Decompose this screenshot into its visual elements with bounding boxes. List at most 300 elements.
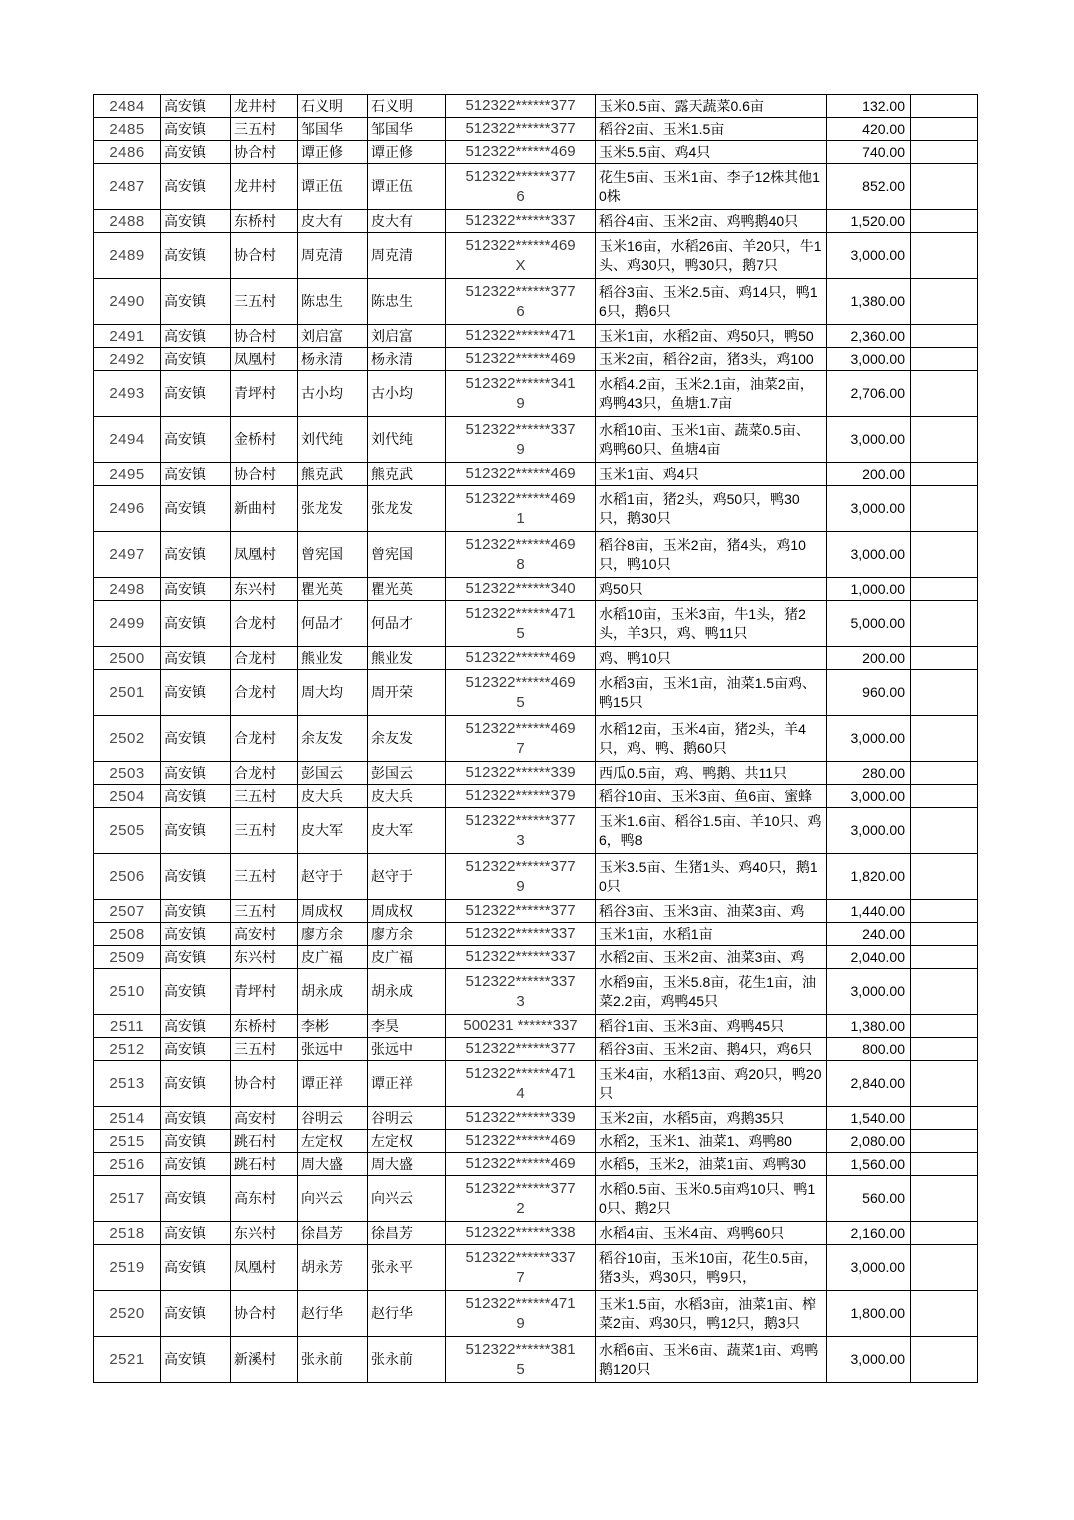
cell-holder-name: 周克清 bbox=[298, 233, 368, 279]
cell-row-number: 2496 bbox=[94, 486, 161, 532]
cell-blank bbox=[911, 532, 978, 578]
cell-registered-name: 周大盛 bbox=[368, 1153, 446, 1176]
cell-id-number: 512322******340 bbox=[446, 578, 596, 601]
cell-amount: 2,840.00 bbox=[827, 1061, 911, 1107]
cell-blank bbox=[911, 463, 978, 486]
cell-holder-name: 赵守于 bbox=[298, 854, 368, 900]
table-row bbox=[94, 946, 978, 969]
cell-blank bbox=[911, 233, 978, 279]
cell-items: 稻谷3亩、玉米2.5亩、鸡14只，鸭16只，鹅6只 bbox=[596, 279, 827, 325]
cell-items: 稻谷2亩、玉米1.5亩 bbox=[596, 118, 827, 141]
cell-town: 高安镇 bbox=[161, 601, 231, 647]
cell-blank bbox=[911, 1107, 978, 1130]
table-row bbox=[94, 348, 978, 371]
cell-amount: 800.00 bbox=[827, 1038, 911, 1061]
cell-holder-name: 周成权 bbox=[298, 900, 368, 923]
cell-items: 水稻10亩、玉米1亩、蔬菜0.5亩、鸡鸭60只、鱼塘4亩 bbox=[596, 417, 827, 463]
cell-holder-name: 刘代纯 bbox=[298, 417, 368, 463]
table-row bbox=[94, 670, 978, 716]
cell-row-number: 2494 bbox=[94, 417, 161, 463]
cell-amount: 2,080.00 bbox=[827, 1130, 911, 1153]
cell-town: 高安镇 bbox=[161, 969, 231, 1015]
cell-town: 高安镇 bbox=[161, 1107, 231, 1130]
cell-row-number: 2486 bbox=[94, 141, 161, 164]
cell-village: 协合村 bbox=[231, 325, 298, 348]
cell-amount: 132.00 bbox=[827, 95, 911, 118]
cell-items: 玉米5.5亩、鸡4只 bbox=[596, 141, 827, 164]
cell-row-number: 2487 bbox=[94, 164, 161, 210]
cell-registered-name: 曾宪国 bbox=[368, 532, 446, 578]
cell-town: 高安镇 bbox=[161, 1061, 231, 1107]
cell-row-number: 2510 bbox=[94, 969, 161, 1015]
cell-id-number: 512322******469 bbox=[446, 141, 596, 164]
cell-row-number: 2519 bbox=[94, 1245, 161, 1291]
cell-holder-name: 刘启富 bbox=[298, 325, 368, 348]
cell-town: 高安镇 bbox=[161, 486, 231, 532]
cell-items: 水稻12亩，玉米4亩，猪2头，羊4只，鸡、鸭、鹅60只 bbox=[596, 716, 827, 762]
cell-amount: 3,000.00 bbox=[827, 417, 911, 463]
cell-blank bbox=[911, 946, 978, 969]
cell-items: 稻谷10亩、玉米3亩、鱼6亩、蜜蜂 bbox=[596, 785, 827, 808]
cell-holder-name: 张永前 bbox=[298, 1337, 368, 1383]
cell-row-number: 2505 bbox=[94, 808, 161, 854]
cell-registered-name: 赵行华 bbox=[368, 1291, 446, 1337]
cell-town: 高安镇 bbox=[161, 164, 231, 210]
cell-items: 稻谷3亩、玉米2亩、鹅4只，鸡6只 bbox=[596, 1038, 827, 1061]
table-row bbox=[94, 118, 978, 141]
cell-village: 东桥村 bbox=[231, 1015, 298, 1038]
cell-registered-name: 邹国华 bbox=[368, 118, 446, 141]
table-row bbox=[94, 233, 978, 279]
cell-row-number: 2497 bbox=[94, 532, 161, 578]
cell-registered-name: 胡永成 bbox=[368, 969, 446, 1015]
cell-village: 跳石村 bbox=[231, 1130, 298, 1153]
table-row bbox=[94, 164, 978, 210]
cell-town: 高安镇 bbox=[161, 716, 231, 762]
cell-items: 水稻0.5亩、玉米0.5亩鸡10只、鸭10只、鹅2只 bbox=[596, 1176, 827, 1222]
cell-blank bbox=[911, 923, 978, 946]
cell-row-number: 2509 bbox=[94, 946, 161, 969]
cell-blank bbox=[911, 1015, 978, 1038]
cell-amount: 1,820.00 bbox=[827, 854, 911, 900]
cell-registered-name: 左定权 bbox=[368, 1130, 446, 1153]
cell-amount: 3,000.00 bbox=[827, 1337, 911, 1383]
cell-registered-name: 何品才 bbox=[368, 601, 446, 647]
cell-holder-name: 李彬 bbox=[298, 1015, 368, 1038]
cell-town: 高安镇 bbox=[161, 762, 231, 785]
cell-id-number: 512322******469 7 bbox=[446, 716, 596, 762]
cell-village: 高东村 bbox=[231, 1176, 298, 1222]
cell-registered-name: 谭正祥 bbox=[368, 1061, 446, 1107]
cell-blank bbox=[911, 1176, 978, 1222]
cell-amount: 200.00 bbox=[827, 647, 911, 670]
cell-village: 合龙村 bbox=[231, 762, 298, 785]
cell-town: 高安镇 bbox=[161, 1130, 231, 1153]
cell-holder-name: 邹国华 bbox=[298, 118, 368, 141]
cell-amount: 1,000.00 bbox=[827, 578, 911, 601]
cell-row-number: 2503 bbox=[94, 762, 161, 785]
cell-registered-name: 周克清 bbox=[368, 233, 446, 279]
cell-blank bbox=[911, 141, 978, 164]
cell-blank bbox=[911, 808, 978, 854]
cell-town: 高安镇 bbox=[161, 348, 231, 371]
cell-holder-name: 陈忠生 bbox=[298, 279, 368, 325]
table-row bbox=[94, 141, 978, 164]
cell-registered-name: 廖方余 bbox=[368, 923, 446, 946]
cell-town: 高安镇 bbox=[161, 233, 231, 279]
cell-amount: 3,000.00 bbox=[827, 486, 911, 532]
table-row bbox=[94, 969, 978, 1015]
cell-registered-name: 张远中 bbox=[368, 1038, 446, 1061]
cell-village: 三五村 bbox=[231, 1038, 298, 1061]
cell-village: 新曲村 bbox=[231, 486, 298, 532]
cell-row-number: 2514 bbox=[94, 1107, 161, 1130]
cell-row-number: 2499 bbox=[94, 601, 161, 647]
cell-id-number: 512322******471 9 bbox=[446, 1291, 596, 1337]
cell-holder-name: 张龙发 bbox=[298, 486, 368, 532]
cell-items: 水稻5，玉米2，油菜1亩、鸡鸭30 bbox=[596, 1153, 827, 1176]
cell-village: 凤凰村 bbox=[231, 532, 298, 578]
cell-row-number: 2512 bbox=[94, 1038, 161, 1061]
cell-town: 高安镇 bbox=[161, 785, 231, 808]
cell-row-number: 2490 bbox=[94, 279, 161, 325]
cell-row-number: 2484 bbox=[94, 95, 161, 118]
cell-registered-name: 向兴云 bbox=[368, 1176, 446, 1222]
cell-blank bbox=[911, 164, 978, 210]
table-row bbox=[94, 1291, 978, 1337]
cell-blank bbox=[911, 716, 978, 762]
cell-holder-name: 谭正修 bbox=[298, 141, 368, 164]
cell-registered-name: 余友发 bbox=[368, 716, 446, 762]
cell-amount: 1,540.00 bbox=[827, 1107, 911, 1130]
cell-town: 高安镇 bbox=[161, 371, 231, 417]
table-row bbox=[94, 1245, 978, 1291]
cell-town: 高安镇 bbox=[161, 647, 231, 670]
table-row bbox=[94, 1130, 978, 1153]
cell-id-number: 512322******469 8 bbox=[446, 532, 596, 578]
cell-registered-name: 古小均 bbox=[368, 371, 446, 417]
cell-town: 高安镇 bbox=[161, 808, 231, 854]
cell-items: 鸡50只 bbox=[596, 578, 827, 601]
cell-items: 玉米1亩，水稻1亩 bbox=[596, 923, 827, 946]
cell-id-number: 512322******339 bbox=[446, 762, 596, 785]
cell-registered-name: 谷明云 bbox=[368, 1107, 446, 1130]
cell-items: 水稻4.2亩，玉米2.1亩，油菜2亩，鸡鸭43只，鱼塘1.7亩 bbox=[596, 371, 827, 417]
subsidy-table bbox=[93, 94, 978, 1383]
cell-id-number: 512322******377 3 bbox=[446, 808, 596, 854]
cell-blank bbox=[911, 348, 978, 371]
table-row bbox=[94, 532, 978, 578]
subsidy-table-sheet bbox=[93, 94, 978, 1383]
cell-holder-name: 石义明 bbox=[298, 95, 368, 118]
cell-amount: 2,040.00 bbox=[827, 946, 911, 969]
cell-registered-name: 谭正伍 bbox=[368, 164, 446, 210]
cell-town: 高安镇 bbox=[161, 325, 231, 348]
cell-amount: 1,520.00 bbox=[827, 210, 911, 233]
cell-registered-name: 皮大军 bbox=[368, 808, 446, 854]
cell-holder-name: 熊克武 bbox=[298, 463, 368, 486]
cell-id-number: 512322******469 5 bbox=[446, 670, 596, 716]
table-row bbox=[94, 762, 978, 785]
cell-holder-name: 徐昌芳 bbox=[298, 1222, 368, 1245]
cell-items: 稻谷1亩、玉米3亩、鸡鸭45只 bbox=[596, 1015, 827, 1038]
cell-village: 新溪村 bbox=[231, 1337, 298, 1383]
cell-blank bbox=[911, 647, 978, 670]
table-row bbox=[94, 923, 978, 946]
cell-blank bbox=[911, 1153, 978, 1176]
cell-amount: 1,380.00 bbox=[827, 279, 911, 325]
cell-row-number: 2517 bbox=[94, 1176, 161, 1222]
cell-items: 玉米2亩，稻谷2亩，猪3头，鸡100 bbox=[596, 348, 827, 371]
cell-row-number: 2506 bbox=[94, 854, 161, 900]
cell-holder-name: 何品才 bbox=[298, 601, 368, 647]
cell-id-number: 512322******338 bbox=[446, 1222, 596, 1245]
cell-row-number: 2500 bbox=[94, 647, 161, 670]
cell-town: 高安镇 bbox=[161, 210, 231, 233]
cell-row-number: 2498 bbox=[94, 578, 161, 601]
cell-blank bbox=[911, 1038, 978, 1061]
cell-row-number: 2513 bbox=[94, 1061, 161, 1107]
cell-holder-name: 左定权 bbox=[298, 1130, 368, 1153]
table-row bbox=[94, 1015, 978, 1038]
table-row bbox=[94, 486, 978, 532]
cell-registered-name: 张永平 bbox=[368, 1245, 446, 1291]
cell-row-number: 2495 bbox=[94, 463, 161, 486]
table-row bbox=[94, 1038, 978, 1061]
cell-registered-name: 刘启富 bbox=[368, 325, 446, 348]
cell-holder-name: 彭国云 bbox=[298, 762, 368, 785]
table-row bbox=[94, 854, 978, 900]
cell-id-number: 512322******469 X bbox=[446, 233, 596, 279]
cell-town: 高安镇 bbox=[161, 95, 231, 118]
cell-blank bbox=[911, 118, 978, 141]
cell-row-number: 2485 bbox=[94, 118, 161, 141]
cell-town: 高安镇 bbox=[161, 923, 231, 946]
cell-town: 高安镇 bbox=[161, 279, 231, 325]
cell-village: 凤凰村 bbox=[231, 348, 298, 371]
cell-row-number: 2508 bbox=[94, 923, 161, 946]
cell-amount: 960.00 bbox=[827, 670, 911, 716]
cell-row-number: 2511 bbox=[94, 1015, 161, 1038]
cell-village: 龙井村 bbox=[231, 95, 298, 118]
cell-registered-name: 皮大兵 bbox=[368, 785, 446, 808]
cell-village: 青坪村 bbox=[231, 371, 298, 417]
cell-town: 高安镇 bbox=[161, 417, 231, 463]
cell-holder-name: 杨永清 bbox=[298, 348, 368, 371]
cell-town: 高安镇 bbox=[161, 854, 231, 900]
cell-blank bbox=[911, 417, 978, 463]
cell-amount: 420.00 bbox=[827, 118, 911, 141]
cell-blank bbox=[911, 670, 978, 716]
cell-amount: 2,360.00 bbox=[827, 325, 911, 348]
cell-items: 水稻2亩、玉米2亩、油菜3亩、鸡 bbox=[596, 946, 827, 969]
cell-village: 合龙村 bbox=[231, 716, 298, 762]
cell-holder-name: 廖方余 bbox=[298, 923, 368, 946]
cell-holder-name: 皮广福 bbox=[298, 946, 368, 969]
cell-id-number: 512322******471 bbox=[446, 325, 596, 348]
cell-village: 跳石村 bbox=[231, 1153, 298, 1176]
cell-amount: 3,000.00 bbox=[827, 808, 911, 854]
cell-items: 鸡、鸭10只 bbox=[596, 647, 827, 670]
cell-id-number: 512322******337 bbox=[446, 210, 596, 233]
cell-town: 高安镇 bbox=[161, 1176, 231, 1222]
cell-items: 玉米2亩，水稻5亩，鸡鹅35只 bbox=[596, 1107, 827, 1130]
cell-village: 金桥村 bbox=[231, 417, 298, 463]
cell-village: 龙井村 bbox=[231, 164, 298, 210]
cell-amount: 3,000.00 bbox=[827, 969, 911, 1015]
cell-id-number: 512322******341 9 bbox=[446, 371, 596, 417]
cell-holder-name: 皮大军 bbox=[298, 808, 368, 854]
cell-blank bbox=[911, 1337, 978, 1383]
cell-holder-name: 张远中 bbox=[298, 1038, 368, 1061]
cell-holder-name: 谭正伍 bbox=[298, 164, 368, 210]
cell-items: 水稻9亩，玉米5.8亩，花生1亩，油菜2.2亩，鸡鸭45只 bbox=[596, 969, 827, 1015]
cell-holder-name: 皮大兵 bbox=[298, 785, 368, 808]
cell-id-number: 512322******337 3 bbox=[446, 969, 596, 1015]
cell-amount: 2,706.00 bbox=[827, 371, 911, 417]
cell-blank bbox=[911, 1222, 978, 1245]
cell-blank bbox=[911, 900, 978, 923]
cell-id-number: 512322******377 bbox=[446, 118, 596, 141]
cell-registered-name: 杨永清 bbox=[368, 348, 446, 371]
cell-row-number: 2515 bbox=[94, 1130, 161, 1153]
cell-id-number: 512322******469 bbox=[446, 348, 596, 371]
table-row bbox=[94, 808, 978, 854]
table-row bbox=[94, 463, 978, 486]
cell-amount: 1,800.00 bbox=[827, 1291, 911, 1337]
table-row bbox=[94, 279, 978, 325]
cell-village: 三五村 bbox=[231, 900, 298, 923]
cell-items: 花生5亩、玉米1亩、李子12株其他10株 bbox=[596, 164, 827, 210]
cell-registered-name: 张永前 bbox=[368, 1337, 446, 1383]
cell-town: 高安镇 bbox=[161, 946, 231, 969]
cell-town: 高安镇 bbox=[161, 1222, 231, 1245]
cell-items: 稻谷10亩，玉米10亩，花生0.5亩，猪3头，鸡30只，鸭9只， bbox=[596, 1245, 827, 1291]
cell-blank bbox=[911, 371, 978, 417]
cell-town: 高安镇 bbox=[161, 900, 231, 923]
cell-id-number: 512322******469 bbox=[446, 647, 596, 670]
cell-row-number: 2489 bbox=[94, 233, 161, 279]
cell-registered-name: 谭正修 bbox=[368, 141, 446, 164]
cell-id-number: 512322******377 bbox=[446, 1038, 596, 1061]
table-row bbox=[94, 210, 978, 233]
cell-id-number: 512322******469 1 bbox=[446, 486, 596, 532]
cell-amount: 740.00 bbox=[827, 141, 911, 164]
cell-amount: 3,000.00 bbox=[827, 1245, 911, 1291]
cell-holder-name: 向兴云 bbox=[298, 1176, 368, 1222]
cell-blank bbox=[911, 325, 978, 348]
cell-village: 青坪村 bbox=[231, 969, 298, 1015]
cell-holder-name: 皮大有 bbox=[298, 210, 368, 233]
cell-row-number: 2493 bbox=[94, 371, 161, 417]
cell-amount: 5,000.00 bbox=[827, 601, 911, 647]
cell-town: 高安镇 bbox=[161, 670, 231, 716]
cell-registered-name: 瞿光英 bbox=[368, 578, 446, 601]
table-row bbox=[94, 1061, 978, 1107]
cell-id-number: 500231 ******337 bbox=[446, 1015, 596, 1038]
cell-town: 高安镇 bbox=[161, 1245, 231, 1291]
table-row bbox=[94, 325, 978, 348]
cell-id-number: 512322******337 bbox=[446, 923, 596, 946]
cell-holder-name: 周大均 bbox=[298, 670, 368, 716]
cell-village: 三五村 bbox=[231, 808, 298, 854]
cell-items: 玉米1亩，水稻2亩、鸡50只，鸭50 bbox=[596, 325, 827, 348]
cell-items: 稻谷3亩、玉米3亩、油菜3亩、鸡 bbox=[596, 900, 827, 923]
cell-holder-name: 谭正祥 bbox=[298, 1061, 368, 1107]
cell-amount: 560.00 bbox=[827, 1176, 911, 1222]
cell-village: 高安村 bbox=[231, 1107, 298, 1130]
cell-village: 协合村 bbox=[231, 141, 298, 164]
cell-amount: 852.00 bbox=[827, 164, 911, 210]
table-row bbox=[94, 1153, 978, 1176]
cell-id-number: 512322******377 6 bbox=[446, 164, 596, 210]
cell-items: 玉米16亩，水稻26亩、羊20只，牛1头、鸡30只，鸭30只，鹅7只 bbox=[596, 233, 827, 279]
cell-row-number: 2488 bbox=[94, 210, 161, 233]
cell-id-number: 512322******379 bbox=[446, 785, 596, 808]
cell-registered-name: 周开荣 bbox=[368, 670, 446, 716]
cell-village: 三五村 bbox=[231, 279, 298, 325]
cell-holder-name: 古小均 bbox=[298, 371, 368, 417]
cell-blank bbox=[911, 601, 978, 647]
cell-id-number: 512322******377 bbox=[446, 95, 596, 118]
cell-row-number: 2518 bbox=[94, 1222, 161, 1245]
cell-holder-name: 胡永芳 bbox=[298, 1245, 368, 1291]
cell-items: 水稻2，玉米1、油菜1、鸡鸭80 bbox=[596, 1130, 827, 1153]
cell-items: 水稻4亩、玉米4亩、鸡鸭60只 bbox=[596, 1222, 827, 1245]
cell-items: 玉米4亩，水稻13亩、鸡20只，鸭20只 bbox=[596, 1061, 827, 1107]
cell-registered-name: 周成权 bbox=[368, 900, 446, 923]
cell-blank bbox=[911, 95, 978, 118]
cell-items: 玉米1亩、鸡4只 bbox=[596, 463, 827, 486]
cell-registered-name: 赵守于 bbox=[368, 854, 446, 900]
cell-village: 三五村 bbox=[231, 785, 298, 808]
cell-village: 三五村 bbox=[231, 118, 298, 141]
cell-items: 玉米0.5亩、露天蔬菜0.6亩 bbox=[596, 95, 827, 118]
cell-town: 高安镇 bbox=[161, 1337, 231, 1383]
cell-id-number: 512322******337 bbox=[446, 946, 596, 969]
cell-items: 稻谷8亩，玉米2亩，猪4头，鸡10只，鸭10只 bbox=[596, 532, 827, 578]
cell-amount: 3,000.00 bbox=[827, 532, 911, 578]
cell-amount: 3,000.00 bbox=[827, 785, 911, 808]
cell-blank bbox=[911, 969, 978, 1015]
table-row bbox=[94, 716, 978, 762]
cell-blank bbox=[911, 785, 978, 808]
cell-town: 高安镇 bbox=[161, 1291, 231, 1337]
cell-village: 东兴村 bbox=[231, 946, 298, 969]
cell-village: 合龙村 bbox=[231, 670, 298, 716]
cell-village: 协合村 bbox=[231, 1291, 298, 1337]
cell-village: 凤凰村 bbox=[231, 1245, 298, 1291]
cell-blank bbox=[911, 762, 978, 785]
cell-items: 西瓜0.5亩，鸡、鸭鹅、共11只 bbox=[596, 762, 827, 785]
cell-row-number: 2502 bbox=[94, 716, 161, 762]
cell-village: 东桥村 bbox=[231, 210, 298, 233]
cell-id-number: 512322******377 9 bbox=[446, 854, 596, 900]
cell-village: 东兴村 bbox=[231, 1222, 298, 1245]
cell-village: 协合村 bbox=[231, 1061, 298, 1107]
cell-items: 玉米1.5亩，水稻3亩，油菜1亩、榨菜2亩、鸡30只，鸭12只，鹅3只 bbox=[596, 1291, 827, 1337]
cell-id-number: 512322******469 bbox=[446, 1153, 596, 1176]
cell-holder-name: 熊业发 bbox=[298, 647, 368, 670]
table-row bbox=[94, 1337, 978, 1383]
cell-items: 水稻6亩、玉米6亩、蔬菜1亩、鸡鸭鹅120只 bbox=[596, 1337, 827, 1383]
cell-registered-name: 张龙发 bbox=[368, 486, 446, 532]
cell-id-number: 512322******377 2 bbox=[446, 1176, 596, 1222]
cell-id-number: 512322******337 9 bbox=[446, 417, 596, 463]
cell-blank bbox=[911, 1291, 978, 1337]
cell-items: 稻谷4亩、玉米2亩、鸡鸭鹅40只 bbox=[596, 210, 827, 233]
table-row bbox=[94, 1222, 978, 1245]
